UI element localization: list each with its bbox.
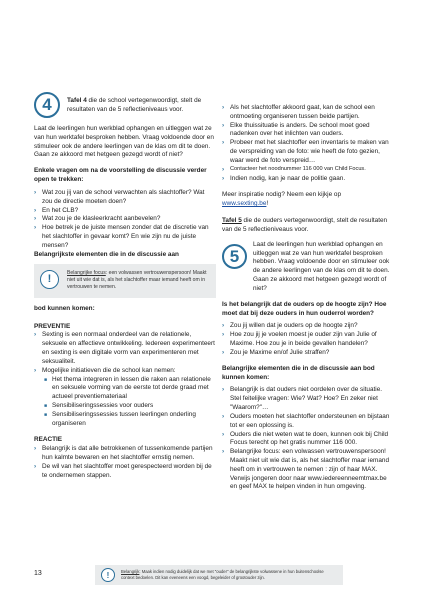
chevron-icon: › xyxy=(34,188,37,196)
sub-list-item: ■ Het thema integreren in lessen die raken aan relationele en seksuele vorming van de eerste tot derde graad met actueel preventiemateriaal xyxy=(44,375,211,401)
square-bullet-icon: ■ xyxy=(44,411,48,418)
list-item: › Wat zou je de klasleerkracht aanbevelen? xyxy=(34,215,161,223)
chevron-icon: › xyxy=(222,412,225,420)
elements-heading: Belangrijkste elementen die in de discussie aan xyxy=(34,250,179,258)
table-number-badge: 5 xyxy=(222,244,247,269)
instruction-paragraph: Laat de leerlingen hun werkblad ophangen en uitleggen wat ze van hun werktafel besproken hebben. Vraag voldoende door en stimuleer ook de andere leerlingen van de klas om dit te doen. Gaan ze akkoord met hetgeen gezegd wordt of niet? xyxy=(34,125,214,159)
questions-list xyxy=(34,189,216,251)
exclamation-icon: ! xyxy=(101,568,115,582)
list-item: › En het CLB? xyxy=(34,206,79,214)
list-item: › Hoe betrek je de juiste mensen zonder dat de discretie van het slachtoffer in gevaar komt? En wie zijn nu de juiste mensen? xyxy=(34,224,209,249)
square-bullet-icon: ■ xyxy=(44,403,48,409)
list-item: › Probeer met het slachtoffer een inventaris te maken van de verspreiding van de foto: wie heeft de foto gezien, waar werd de foto verspreid… xyxy=(222,139,389,164)
chevron-icon: › xyxy=(34,445,37,453)
focus-callout: ! Belangrijke focus: een volwassen vertrouwenspersoon! Maakt niet uit wie dat is, als het slachtoffer maar iemand heeft om in vertrouwen te nemen. xyxy=(34,264,216,298)
list-item: › Wat zou jij van de school verwachten als slachtoffer? Wat zou de directie moeten doen? xyxy=(34,188,205,205)
list-item: › Belangrijke focus: een volwassen vertrouwenspersoon! Maakt niet uit wie dat is, als het slachtoffer maar iemand heeft om in vertrouwen te nemen : zijn of haar MAX. Verwijs jongeren door naar www.iedereenneemtmax.be en geef MAX te helpen vinden in hun omgeving. xyxy=(222,448,390,491)
chevron-icon: › xyxy=(222,348,225,356)
exclamation-icon: ! xyxy=(40,270,59,289)
list-item: › De wil van het slachtoffer moet gerespecteerd worden bij de te ondernemen stappen. xyxy=(34,462,212,479)
list-item: › Als het slachtoffer akkoord gaat, kan de school een ontmoeting organiseren tussen beide partijen. xyxy=(222,104,375,120)
square-bullet-icon: ■ xyxy=(44,376,48,383)
chevron-icon: › xyxy=(222,121,225,129)
chevron-icon: › xyxy=(34,224,37,232)
list-item: › Ouders die niet weten wat te doen, kunnen ook bij Child Focus terecht op het gratis nummer 116 000. xyxy=(222,430,389,447)
list-item: › Zou je Maxime en/of Julie straffen? xyxy=(222,348,330,356)
list-item: › Mogelijke initiatieven die de school kan nemen: xyxy=(34,366,176,374)
sub-list-item: ■ Sensibiliseringssessies voor ouders xyxy=(44,402,154,409)
table5-intro: Tafel 5 die de ouders vertegenwoordigt, stelt de resultaten van de 5 reflectieniveaus voor. xyxy=(222,217,388,233)
table5-block xyxy=(222,241,392,294)
footer-callout: ! Belangrijk: Maak indien nodig duidelijk dat we met "ouder" de belangrijkste volwassene in hun buitenschoolse context bedoelen. Dit kan eveneens een voogd, begeleider of grootouder zijn. xyxy=(95,565,343,585)
list-item: › Belangrijk is dat alle betrokkenen of tussenkomende partijen hun kalmte bewaren en het slachtoffer ernstig nemen. xyxy=(34,445,213,462)
chevron-icon: › xyxy=(222,174,225,182)
right-column xyxy=(222,104,392,492)
elements-heading-continued: bod kunnen komen: xyxy=(34,304,95,312)
chevron-icon: › xyxy=(34,366,37,374)
sexting-link[interactable]: www.sexting.be xyxy=(222,200,267,208)
chevron-icon: › xyxy=(34,462,37,470)
chevron-icon: › xyxy=(222,331,225,339)
instruction-paragraph: Laat de leerlingen hun werkblad ophangen en uitleggen wat ze van hun werktafel besproken hebben. Vraag voldoende door en stimuleer ook de andere leerlingen van de klas om dit te doen. Gaan ze akkoord met hetgeen gezegd wordt of niet? xyxy=(253,240,390,292)
reactie-title: REACTIE xyxy=(34,436,63,444)
chevron-icon: › xyxy=(222,386,225,394)
chevron-icon: › xyxy=(222,139,225,147)
chevron-icon: › xyxy=(34,331,37,339)
preventie-title: PREVENTIE xyxy=(34,322,71,330)
list-item: › Sexting is een normaal onderdeel van de relationele, seksuele en affectieve ontwikkeling. Iedereen experimenteert en sexting is een digitale vorm van experimenteren met seksualiteit. xyxy=(34,331,215,365)
list-item: › Belangrijk is dat ouders niet oordelen over de situatie. Stel feitelijke vragen: Wie? Wat? Hoe? En zeker niet "Waarom?"… xyxy=(222,386,383,412)
list-item: › Indien nodig, kan je naar de politie gaan. xyxy=(222,174,346,182)
table4-intro: Tafel 4 die de school vertegenwoordigt, stelt de resultaten van de 5 reflectieniveaus voor. xyxy=(67,97,202,113)
list-item: › Ouders moeten het slachtoffer ondersteunen en bijstaan tot er een oplossing is. xyxy=(222,412,390,429)
questions-heading: Enkele vragen om na de voorstelling de discussie verder open te trekken: xyxy=(34,167,207,184)
sub-list-item: ■ Sensibiliseringssessies tussen leerlingen onderling organiseren xyxy=(44,410,196,427)
chevron-icon: › xyxy=(222,322,225,330)
list-item: › Zou jij willen dat je ouders op de hoogte zijn? xyxy=(222,322,358,330)
page-number: 13 xyxy=(34,570,42,577)
list-item: › Hoe zou jij je voelen moest je ouder zijn van Julie of Maxime. Hoe zou je in beide gevallen handelen? xyxy=(222,331,377,348)
chevron-icon: › xyxy=(222,430,225,438)
chevron-icon: › xyxy=(222,104,225,111)
chevron-icon: › xyxy=(34,215,37,223)
questions-heading: Is het belangrijk dat de ouders op de hoogte zijn? Hoe moet dat bij deze ouders in hun ouderrol worden? xyxy=(222,300,387,317)
chevron-icon: › xyxy=(222,165,225,173)
table-number-badge: 4 xyxy=(34,92,60,118)
left-column xyxy=(34,96,216,481)
chevron-icon: › xyxy=(222,448,225,456)
chevron-icon: › xyxy=(34,206,37,214)
inspiration-text: Meer inspiratie nodig? Neem een kijkje op www.sexting.be! xyxy=(222,191,342,208)
elements-heading: Belangrijke elementen die in de discussie aan bod kunnen komen: xyxy=(222,364,375,381)
list-item: › Elke thuissituatie is anders. De school moet goed nadenken over het inlichten van ouders. xyxy=(222,121,370,138)
list-item: › Contacteer het noodnummer 116 000 van Child Focus. xyxy=(222,165,366,173)
